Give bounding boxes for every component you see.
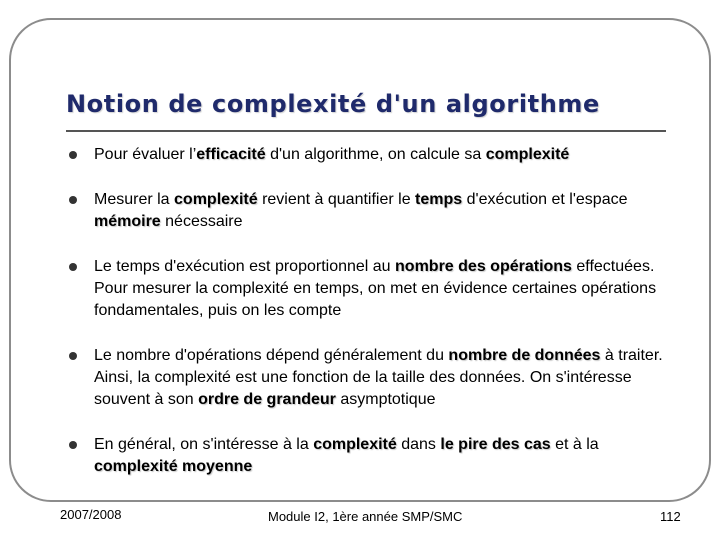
bullet-emphasis: complexité bbox=[313, 436, 397, 453]
bullet-text: dans bbox=[396, 436, 441, 453]
bullet-emphasis: efficacité bbox=[196, 146, 266, 163]
bullet-emphasis: ordre de grandeur bbox=[198, 391, 336, 408]
bullet-text: d'un algorithme, on calcule sa bbox=[265, 146, 486, 163]
bullet-emphasis: temps bbox=[415, 191, 463, 208]
bullet-text: Mesurer la bbox=[94, 191, 175, 208]
slide-title: Notion de complexité d'un algorithme bbox=[66, 90, 600, 118]
bullet-list bbox=[66, 144, 678, 501]
bullet-text: revient à quantifier le bbox=[257, 191, 416, 208]
bullet-text: Le nombre d'opérations dépend généralement du bbox=[94, 347, 449, 364]
bullet-item bbox=[66, 434, 678, 478]
bullet-text: nécessaire bbox=[160, 213, 243, 230]
bullet-emphasis: complexité moyenne bbox=[94, 458, 253, 475]
bullet-emphasis: mémoire bbox=[94, 213, 161, 230]
bullet-item bbox=[66, 256, 678, 322]
bullet-item bbox=[66, 144, 678, 166]
bullet-emphasis: le pire des cas bbox=[440, 436, 551, 453]
bullet-dot-icon bbox=[69, 441, 77, 449]
bullet-emphasis: complexité bbox=[174, 191, 258, 208]
bullet-text: effectuées. Pour mesurer la complexité en temps, on met en évidence certaines opérations fondamentales, puis on les compte bbox=[94, 258, 657, 319]
bullet-dot-icon bbox=[69, 352, 77, 360]
bullet-dot-icon bbox=[69, 151, 77, 159]
footer-date: 2007/2008 bbox=[60, 507, 122, 522]
footer-page-number: 112 bbox=[660, 509, 681, 524]
bullet-item bbox=[66, 345, 678, 411]
bullet-emphasis: complexité bbox=[485, 146, 570, 163]
bullet-dot-icon bbox=[69, 263, 77, 271]
bullet-text: Le temps d'exécution est proportionnel au bbox=[94, 258, 396, 275]
bullet-text: à traiter. Ainsi, la complexité est une fonction de la taille des données. On s'intéresse souvent à son bbox=[94, 347, 663, 408]
bullet-text: et à la bbox=[550, 436, 599, 453]
bullet-emphasis: nombre de données bbox=[448, 347, 601, 364]
footer-course: Module I2, 1ère année SMP/SMC bbox=[268, 509, 463, 524]
bullet-text: Pour évaluer l’ bbox=[94, 146, 197, 163]
bullet-emphasis: nombre des opérations bbox=[395, 258, 572, 275]
bullet-dot-icon bbox=[69, 196, 77, 204]
bullet-text: En général, on s'intéresse à la bbox=[94, 436, 314, 453]
bullet-item bbox=[66, 189, 678, 233]
title-underline bbox=[66, 130, 666, 132]
bullet-text: d'exécution et l'espace bbox=[462, 191, 628, 208]
bullet-text: asymptotique bbox=[335, 391, 436, 408]
